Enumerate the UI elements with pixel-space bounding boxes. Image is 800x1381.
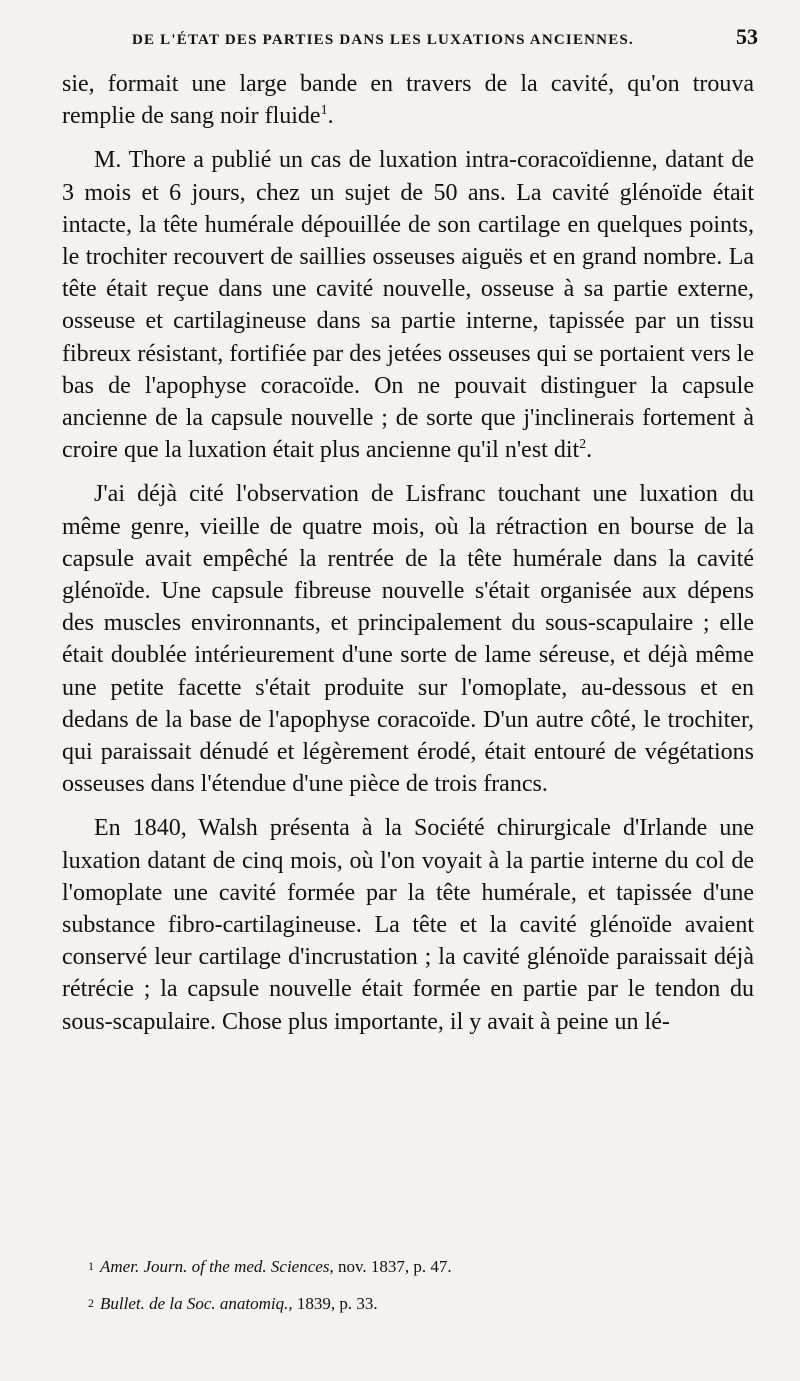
paragraph-text: sie, formait une large bande en travers de la cavité, qu'on trouva remplie de sang noir fluide	[62, 71, 754, 130]
paragraph-text: M. Thore a publié un cas de luxation intra-coracoïdienne, datant de 3 mois et 6 jours, chez un sujet de 50 ans. La cavité glénoïde était intacte, la tête humérale dépouillée de son cartilage en quelques points, le trochiter recouvert de saillies osseuses aiguës et en grand nombre. La tête était reçue dans une cavité nouvelle, osseuse à sa partie externe, osseuse et cartilagineuse dans sa partie interne, tapissée par un tissu fibreux résistant, fortifiée par des jetées osseuses qui se portaient vers le bas de l'apophyse coracoïde. On ne pouvait distinguer la capsule ancienne de la capsule nouvelle ; de sorte que j'inclinerais fortement à croire que la luxation était plus ancienne qu'il n'est dit	[62, 147, 754, 464]
footnote-1	[88, 1248, 748, 1285]
body-text	[62, 68, 754, 1038]
paragraph-3	[62, 478, 754, 800]
paragraph-2	[62, 144, 754, 466]
running-head: DE L'ÉTAT DES PARTIES DANS LES LUXATIONS ANCIENNES.	[132, 32, 634, 48]
footnotes	[88, 1248, 748, 1322]
footnote-mark: 2	[88, 1296, 94, 1310]
paragraph-1	[62, 68, 754, 132]
paragraph-tail: .	[586, 437, 593, 464]
footnote-source: Amer. Journ. of the med. Sciences	[100, 1257, 330, 1276]
paragraph-4	[62, 812, 754, 1037]
footnote-ref: 2	[579, 437, 587, 453]
footnote-detail: , nov. 1837, p. 47.	[329, 1257, 452, 1276]
footnote-2	[88, 1285, 748, 1322]
page-number: 53	[736, 24, 758, 49]
footnote-ref: 1	[320, 103, 328, 119]
footnote-source: Bullet. de la Soc. anatomiq.	[100, 1294, 289, 1313]
paragraph-tail: .	[327, 103, 334, 130]
footnote-detail: , 1839, p. 33.	[288, 1294, 378, 1313]
page-header	[62, 24, 760, 64]
paragraph-text: En 1840, Walsh présenta à la Société chirurgicale d'Irlande une luxation datant de cinq mois, où l'on voyait à la partie interne du col de l'omoplate une cavité formée par la tête humérale, et tapissée d'une substance fibro-cartilagineuse. La tête et la cavité glénoïde avaient conservé leur cartilage d'incrustation ; la cavité glénoïde paraissait déjà rétrécie ; la capsule nouvelle était formée en partie par le tendon du sous-scapulaire. Chose plus importante, il y avait à peine un lé-	[62, 815, 754, 1035]
paragraph-text: J'ai déjà cité l'observation de Lisfranc touchant une luxation du même genre, vieille de quatre mois, où la rétraction en bourse de la capsule avait empêché la rentrée de la tête humérale dans la cavité glénoïde. Une capsule fibreuse nouvelle s'était organisée aux dépens des muscles environnants, et principalement du sous-scapulaire ; elle était doublée intérieurement d'une sorte de lame séreuse, et déjà même une petite facette s'était produite sur l'omoplate, au-dessous et en dedans de la base de l'apophyse coracoïde. D'un autre côté, le trochiter, qui paraissait dénudé et légèrement érodé, était entouré de végétations osseuses dans l'étendue d'une pièce de trois francs.	[62, 481, 754, 798]
footnote-mark: 1	[88, 1259, 94, 1273]
